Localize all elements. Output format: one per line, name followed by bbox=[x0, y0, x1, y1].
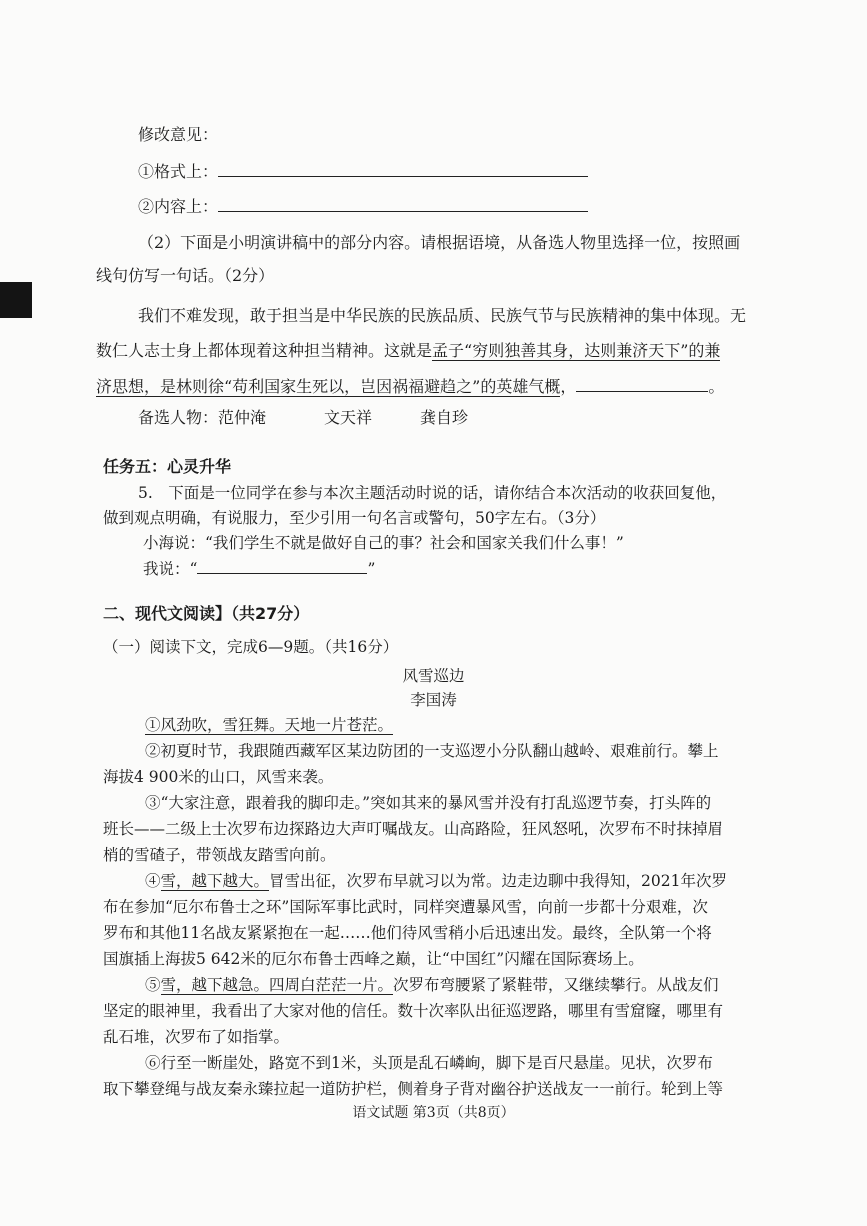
candidate-1: 范仲淹 bbox=[218, 408, 267, 427]
para-line3-end: 。 bbox=[708, 377, 725, 396]
passage-p6-l2: 取下攀登绳与战友秦永臻拉起一道防护栏，侧着身子背对幽谷护送战友一一前行。轮到上等 bbox=[103, 1080, 724, 1098]
passage-p4-l3: 罗布和其他11名战友紧紧抱在一起……他们待风雪稍小后迅速出发。最终，全队第一个将 bbox=[103, 924, 712, 942]
passage-title: 风雪巡边 bbox=[402, 667, 465, 685]
revise-format-label: ①格式上： bbox=[138, 162, 219, 181]
passage-p5-num: ⑤ bbox=[145, 976, 161, 994]
imitation-blank[interactable] bbox=[576, 375, 708, 392]
para-line2 bbox=[96, 340, 720, 362]
para-line3-comma: ， bbox=[560, 377, 577, 396]
passage-p2-l1: ②初夏时节，我跟随西藏军区某边防团的一支巡逻小分队翻山越岭、艰难前行。攀上 bbox=[145, 742, 719, 760]
passage-p4-rest: 冒雪出征，次罗布早就习以为常。边走边聊中我得知，2021年次罗 bbox=[269, 872, 727, 890]
passage-p4-underlined: 雪，越下越大。 bbox=[160, 872, 270, 890]
passage-p1 bbox=[145, 714, 393, 736]
passage-p5-underlined: 雪，越下越急。四周白茫茫一片。 bbox=[160, 976, 394, 994]
page-footer: 语文试题 第3页（共8页） bbox=[352, 1105, 515, 1121]
passage-p3-l2: 班长——二级上士次罗布边探路边大声叮嘱战友。山高路险，狂风怒吼，次罗布不时抹掉眉 bbox=[103, 820, 724, 838]
para-line3 bbox=[96, 375, 724, 398]
passage-p3-l3: 梢的雪碴子，带领战友踏雪向前。 bbox=[103, 846, 336, 864]
passage-p2-l2: 海拔4 900米的山口，风雪来袭。 bbox=[103, 768, 334, 786]
passage-p5-rest: 次罗布弯腰紧了紧鞋带，又继续攀行。从战友们 bbox=[393, 976, 719, 994]
section2-subheading: （一）阅读下文，完成6—9题。（共16分） bbox=[103, 638, 399, 656]
passage-p6-l1: ⑥行至一断崖处，路宽不到1米，头顶是乱石嶙峋，脚下是百尺悬崖。见状，次罗布 bbox=[145, 1054, 713, 1072]
revise-content-label: ②内容上： bbox=[138, 197, 219, 216]
wo-row bbox=[143, 557, 375, 580]
para-line1: 我们不难发现，敢于担当是中华民族的民族品质、民族气节与民族精神的集中体现。无 bbox=[138, 306, 747, 325]
revise-title: 修改意见： bbox=[138, 125, 219, 144]
para-line3-underlined: 济思想，是林则徐“苟利国家生死以，岂因祸福避趋之”的英雄气概 bbox=[96, 377, 561, 396]
scan-edge-mark bbox=[0, 282, 32, 318]
passage-p4-l1 bbox=[145, 870, 727, 892]
section2-heading: 二、现代文阅读】（共27分） bbox=[103, 604, 310, 623]
revise-format-row bbox=[138, 160, 588, 183]
reply-blank[interactable] bbox=[197, 557, 367, 574]
xiaohai-quote: 小海说：“我们学生不就是做好自己的事？社会和国家关我们什么事！” bbox=[143, 534, 624, 552]
candidates-label: 备选人物： bbox=[138, 408, 219, 427]
para-line2-underlined: 孟子“穷则独善其身，达则兼济天下”的兼 bbox=[432, 341, 721, 360]
revise-format-blank[interactable] bbox=[218, 160, 588, 177]
passage-p4-l4: 国旗插上海拔5 642米的厄尔布鲁士西峰之巅，让“中国红”闪耀在国际赛场上。 bbox=[103, 950, 644, 968]
q5-line1: 5. 下面是一位同学在参与本次主题活动时说的话，请你结合本次活动的收获回复他， bbox=[138, 484, 727, 502]
passage-p5-l3: 乱石堆，次罗布了如指掌。 bbox=[103, 1028, 290, 1046]
candidate-2: 文天祥 bbox=[324, 408, 373, 427]
passage-p4-num: ④ bbox=[145, 872, 161, 890]
passage-p5-l1 bbox=[145, 974, 719, 996]
candidates-row bbox=[138, 407, 468, 429]
task5-heading: 任务五：心灵升华 bbox=[103, 457, 232, 476]
revise-content-blank[interactable] bbox=[218, 195, 588, 212]
passage-p5-l2: 坚定的眼神里，我看出了大家对他的信任。数十次率队出征巡逻路，哪里有雪窟窿，哪里有 bbox=[103, 1002, 724, 1020]
q2-line2: 线句仿写一句话。（2分） bbox=[96, 266, 275, 285]
q5-line2: 做到观点明确，有说服力，至少引用一句名言或警句，50字左右。（3分） bbox=[103, 509, 606, 527]
passage-p4-l2: 布在参加“厄尔布鲁士之环”国际军事比武时，同样突遭暴风雪，向前一步都十分艰难，次 bbox=[103, 898, 708, 916]
passage-p1-text: ①风劲吹，雪狂舞。天地一片苍茫。 bbox=[145, 716, 394, 734]
para-line2-plain: 数仁人志士身上都体现着这种担当精神。这就是 bbox=[96, 341, 433, 360]
passage-author: 李国涛 bbox=[410, 691, 457, 709]
wo-prefix: 我说：“ bbox=[143, 560, 198, 578]
revise-content-row bbox=[138, 195, 588, 218]
q2-line1: （2）下面是小明演讲稿中的部分内容。请根据语境，从备选人物里选择一位，按照画 bbox=[138, 233, 741, 252]
wo-suffix: ” bbox=[367, 560, 376, 578]
candidate-3: 龚自珍 bbox=[420, 408, 469, 427]
passage-p3-l1: ③“大家注意，跟着我的脚印走。”突如其来的暴风雪并没有打乱巡逻节奏，打头阵的 bbox=[145, 794, 712, 812]
